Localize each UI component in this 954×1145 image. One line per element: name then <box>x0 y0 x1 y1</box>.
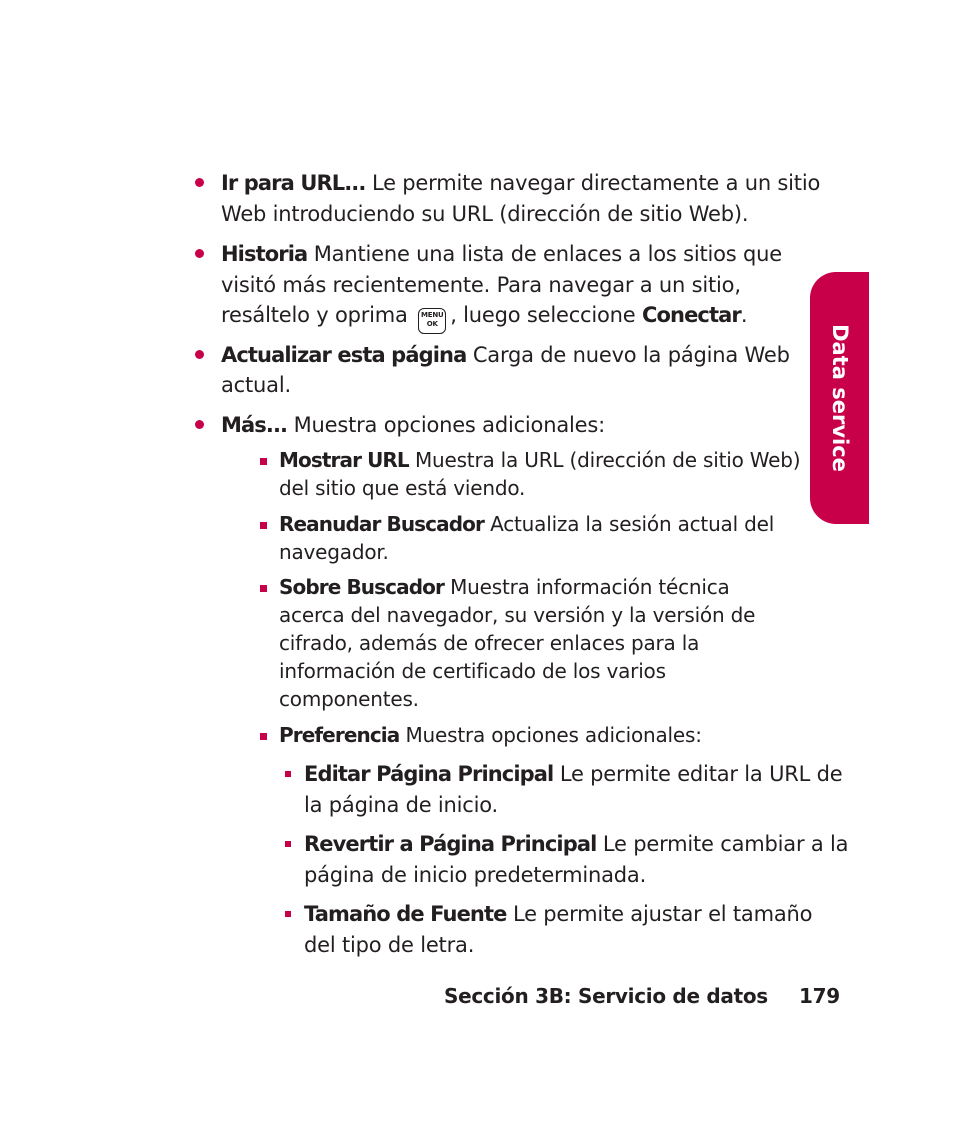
square-bullet-small <box>285 911 291 917</box>
subitem-term: Preferencia <box>279 723 400 747</box>
subitem-reanudar <box>279 510 774 538</box>
subsubitem-editar <box>304 759 842 789</box>
square-bullet <box>260 585 267 592</box>
item-text: visitó más recientemente. Para navegar a un sitio, <box>221 273 741 297</box>
square-bullet <box>260 522 267 529</box>
subitem-text: acerca del navegador, su versión y la versión de <box>279 603 756 627</box>
subsubitem-text: página de inicio predeterminada. <box>304 863 647 887</box>
list-item-historia <box>221 239 782 269</box>
menu-ok-key-icon <box>418 308 446 334</box>
subitem-text: navegador. <box>279 540 389 564</box>
subitem-term: Reanudar Buscador <box>279 512 484 536</box>
subsubitem-revertir <box>304 829 848 859</box>
side-tab-label: Data service <box>827 324 852 472</box>
subitem-term: Sobre Buscador <box>279 575 444 599</box>
item-term: Ir para URL... <box>221 171 366 195</box>
square-bullet-small <box>285 841 291 847</box>
item-text: , luego seleccione <box>450 303 636 327</box>
subsubitem-term: Editar Página Principal <box>304 762 554 786</box>
subitem-text: Actualiza la sesión actual del <box>490 512 775 536</box>
key-icon-bottom: OK <box>426 320 438 328</box>
subsubitem-tamano <box>304 899 812 929</box>
item-text: Mantiene una lista de enlaces a los sitios que <box>313 242 782 266</box>
item-term-inline: Conectar <box>642 303 741 327</box>
item-term: Más... <box>221 413 288 437</box>
list-item-actualizar <box>221 340 790 370</box>
subitem-sobre-buscador <box>279 573 730 601</box>
bullet <box>195 178 204 187</box>
square-bullet <box>260 458 267 465</box>
key-icon-top: MENU <box>420 311 444 319</box>
square-bullet-small <box>285 771 291 777</box>
list-item-ir-para-url <box>221 168 820 198</box>
item-text: Carga de nuevo la página Web <box>472 343 790 367</box>
subitem-text: del sitio que está viendo. <box>279 476 526 500</box>
subitem-text: Muestra la URL (dirección de sitio Web) <box>414 448 801 472</box>
list-item-mas <box>221 410 605 440</box>
subitem-preferencia <box>279 721 702 749</box>
item-term: Historia <box>221 242 308 266</box>
subsubitem-text: la página de inicio. <box>304 793 499 817</box>
page-number: 179 <box>799 984 840 1008</box>
item-text: actual. <box>221 373 291 397</box>
square-bullet <box>260 733 267 740</box>
subsubitem-term: Revertir a Página Principal <box>304 832 597 856</box>
bullet <box>195 420 204 429</box>
subitem-term: Mostrar URL <box>279 448 409 472</box>
subsubitem-text: Le permite cambiar a la <box>602 832 849 856</box>
item-text: Web introduciendo su URL (dirección de sitio Web). <box>221 202 749 226</box>
subitem-text: Muestra opciones adicionales: <box>405 723 702 747</box>
subsubitem-text: Le permite editar la URL de <box>559 762 843 786</box>
bullet <box>195 350 204 359</box>
subitem-text: información de certificado de los varios <box>279 659 666 683</box>
item-text: . <box>740 303 748 327</box>
item-text: Muestra opciones adicionales: <box>293 413 605 437</box>
section-side-tab <box>810 272 869 524</box>
subitem-text: cifrado, además de ofrecer enlaces para la <box>279 631 700 655</box>
item-text: resáltelo y oprima <box>221 303 408 327</box>
subsubitem-text: Le permite ajustar el tamaño <box>512 902 813 926</box>
item-text-line <box>221 300 747 334</box>
bullet <box>195 249 204 258</box>
subitem-mostrar-url <box>279 446 800 474</box>
footer-section-title: Sección 3B: Servicio de datos <box>444 984 768 1008</box>
subitem-text: componentes. <box>279 687 419 711</box>
item-text: Le permite navegar directamente a un sitio <box>371 171 821 195</box>
subitem-text: Muestra información técnica <box>450 575 730 599</box>
subsubitem-term: Tamaño de Fuente <box>304 902 507 926</box>
subsubitem-text: del tipo de letra. <box>304 933 475 957</box>
item-term: Actualizar esta página <box>221 343 467 367</box>
